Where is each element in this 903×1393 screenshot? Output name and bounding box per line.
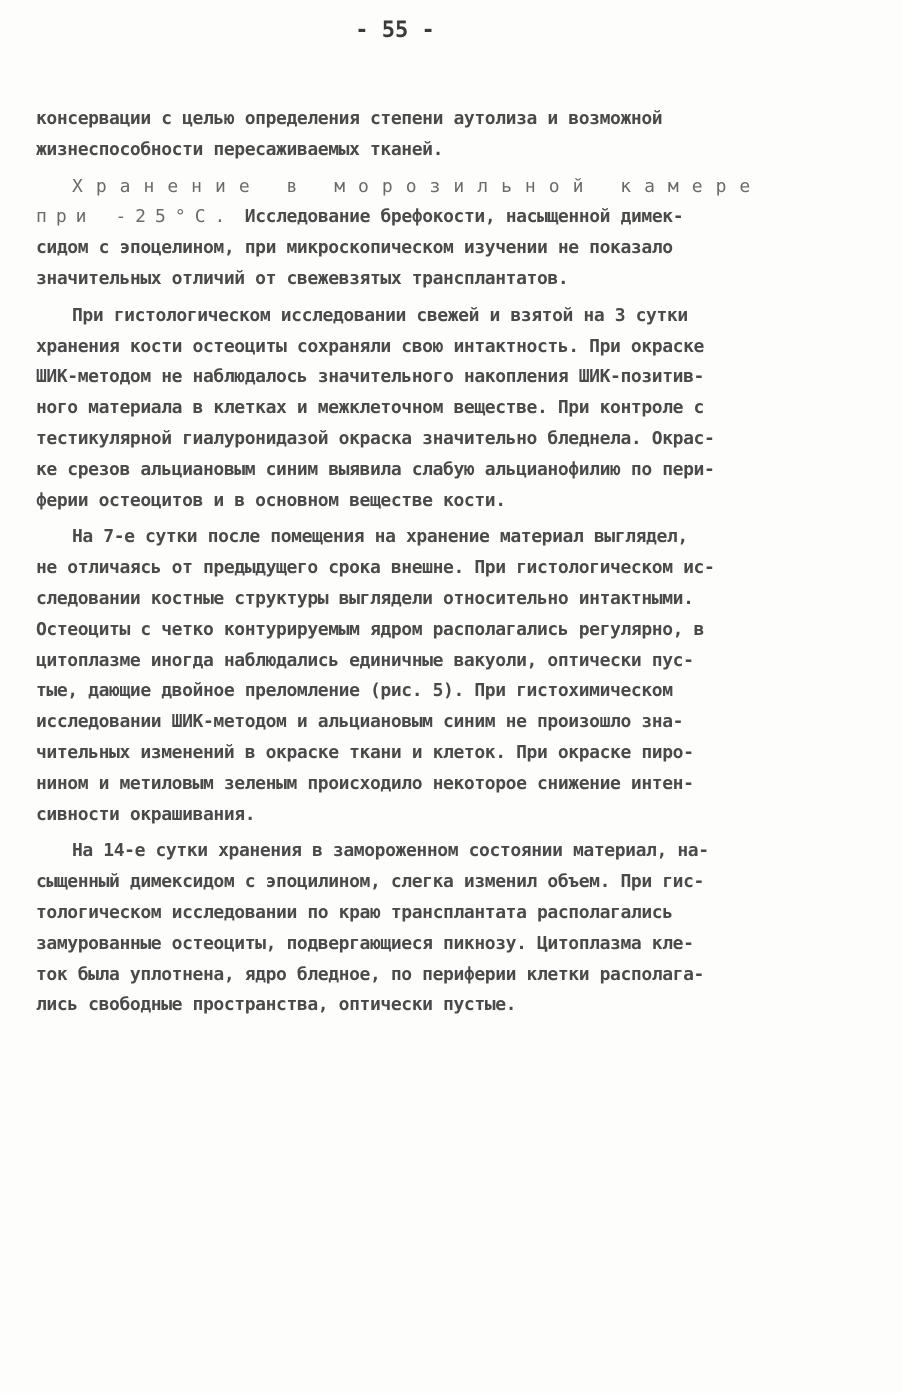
text-line: При гистологическом исследовании свежей и взятой на 3 сутки	[72, 304, 688, 326]
body-text	[36, 104, 876, 1021]
text-line: ке срезов альциановым синим выявила слабую альцианофилию по пери-	[36, 458, 715, 480]
section-heading-continued: при -25°С.	[36, 206, 235, 228]
text-line: На 7-е сутки после помещения на хранение материал выглядел,	[72, 526, 688, 548]
text-line: следовании костные структуры выглядели относительно интактными.	[36, 587, 694, 609]
text-line: На 14-е сутки хранения в замороженном состоянии материал, на-	[72, 840, 709, 862]
text-line: консервации с целью определения степени аутолиза и возможной	[36, 108, 663, 129]
text-line: лись свободные пространства, оптически пустые.	[36, 994, 517, 1016]
text-line: сивности окрашивания.	[36, 803, 256, 825]
text-line	[36, 202, 876, 233]
text-line: значительных отличий от свежевзятых трансплантатов.	[36, 267, 569, 289]
text-line: чительных изменений в окраске ткани и клеток. При окраске пиро-	[36, 741, 694, 763]
text-line: ток была уплотнена, ядро бледное, по периферии клетки располага-	[36, 963, 704, 985]
text-line: не отличаясь от предыдущего срока внешне. При гистологическом ис-	[36, 557, 715, 579]
text-line: хранения кости остеоциты сохраняли свою интактность. При окраске	[36, 335, 704, 357]
text-line: замурованные остеоциты, подвергающиеся пикнозу. Цитоплазма кле-	[36, 932, 694, 954]
text-line: жизнеспособности пересаживаемых тканей.	[36, 138, 444, 160]
text-line: ферии остеоцитов и в основном веществе кости.	[36, 489, 506, 511]
text-line: исследовании ШИК-методом и альциановым синим не произошло зна-	[36, 711, 684, 733]
section-heading: Хранение в морозильной камере	[72, 175, 764, 197]
text-line: тые, дающие двойное преломление (рис. 5). При гистохимическом	[36, 680, 673, 702]
text-line: цитоплазме иногда наблюдались единичные вакуоли, оптически пус-	[36, 649, 694, 671]
text-line: ного материала в клетках и межклеточном веществе. При контроле с	[36, 397, 704, 419]
text-line: нином и метиловым зеленым происходило некоторое снижение интен-	[36, 772, 694, 794]
text-line: сидом с эпоцелином, при микроскопическом изучении не показало	[36, 237, 673, 259]
text-line-continuation: Исследование брефокости, насыщенной димек-	[234, 206, 684, 228]
text-line: Остеоциты с четко контурируемым ядром располагались регулярно, в	[36, 618, 704, 640]
text-line: тологическом исследовании по краю трансплантата располагались	[36, 901, 673, 923]
page-number: - 55 -	[355, 18, 435, 43]
text-line: сыщенный димексидом с эпоцилином, слегка изменил объем. При гис-	[36, 871, 704, 893]
text-line: ШИК-методом не наблюдалось значительного накопления ШИК-позитив-	[36, 366, 704, 388]
text-line: тестикулярной гиалуронидазой окраска значительно бледнела. Окрас-	[36, 427, 715, 449]
